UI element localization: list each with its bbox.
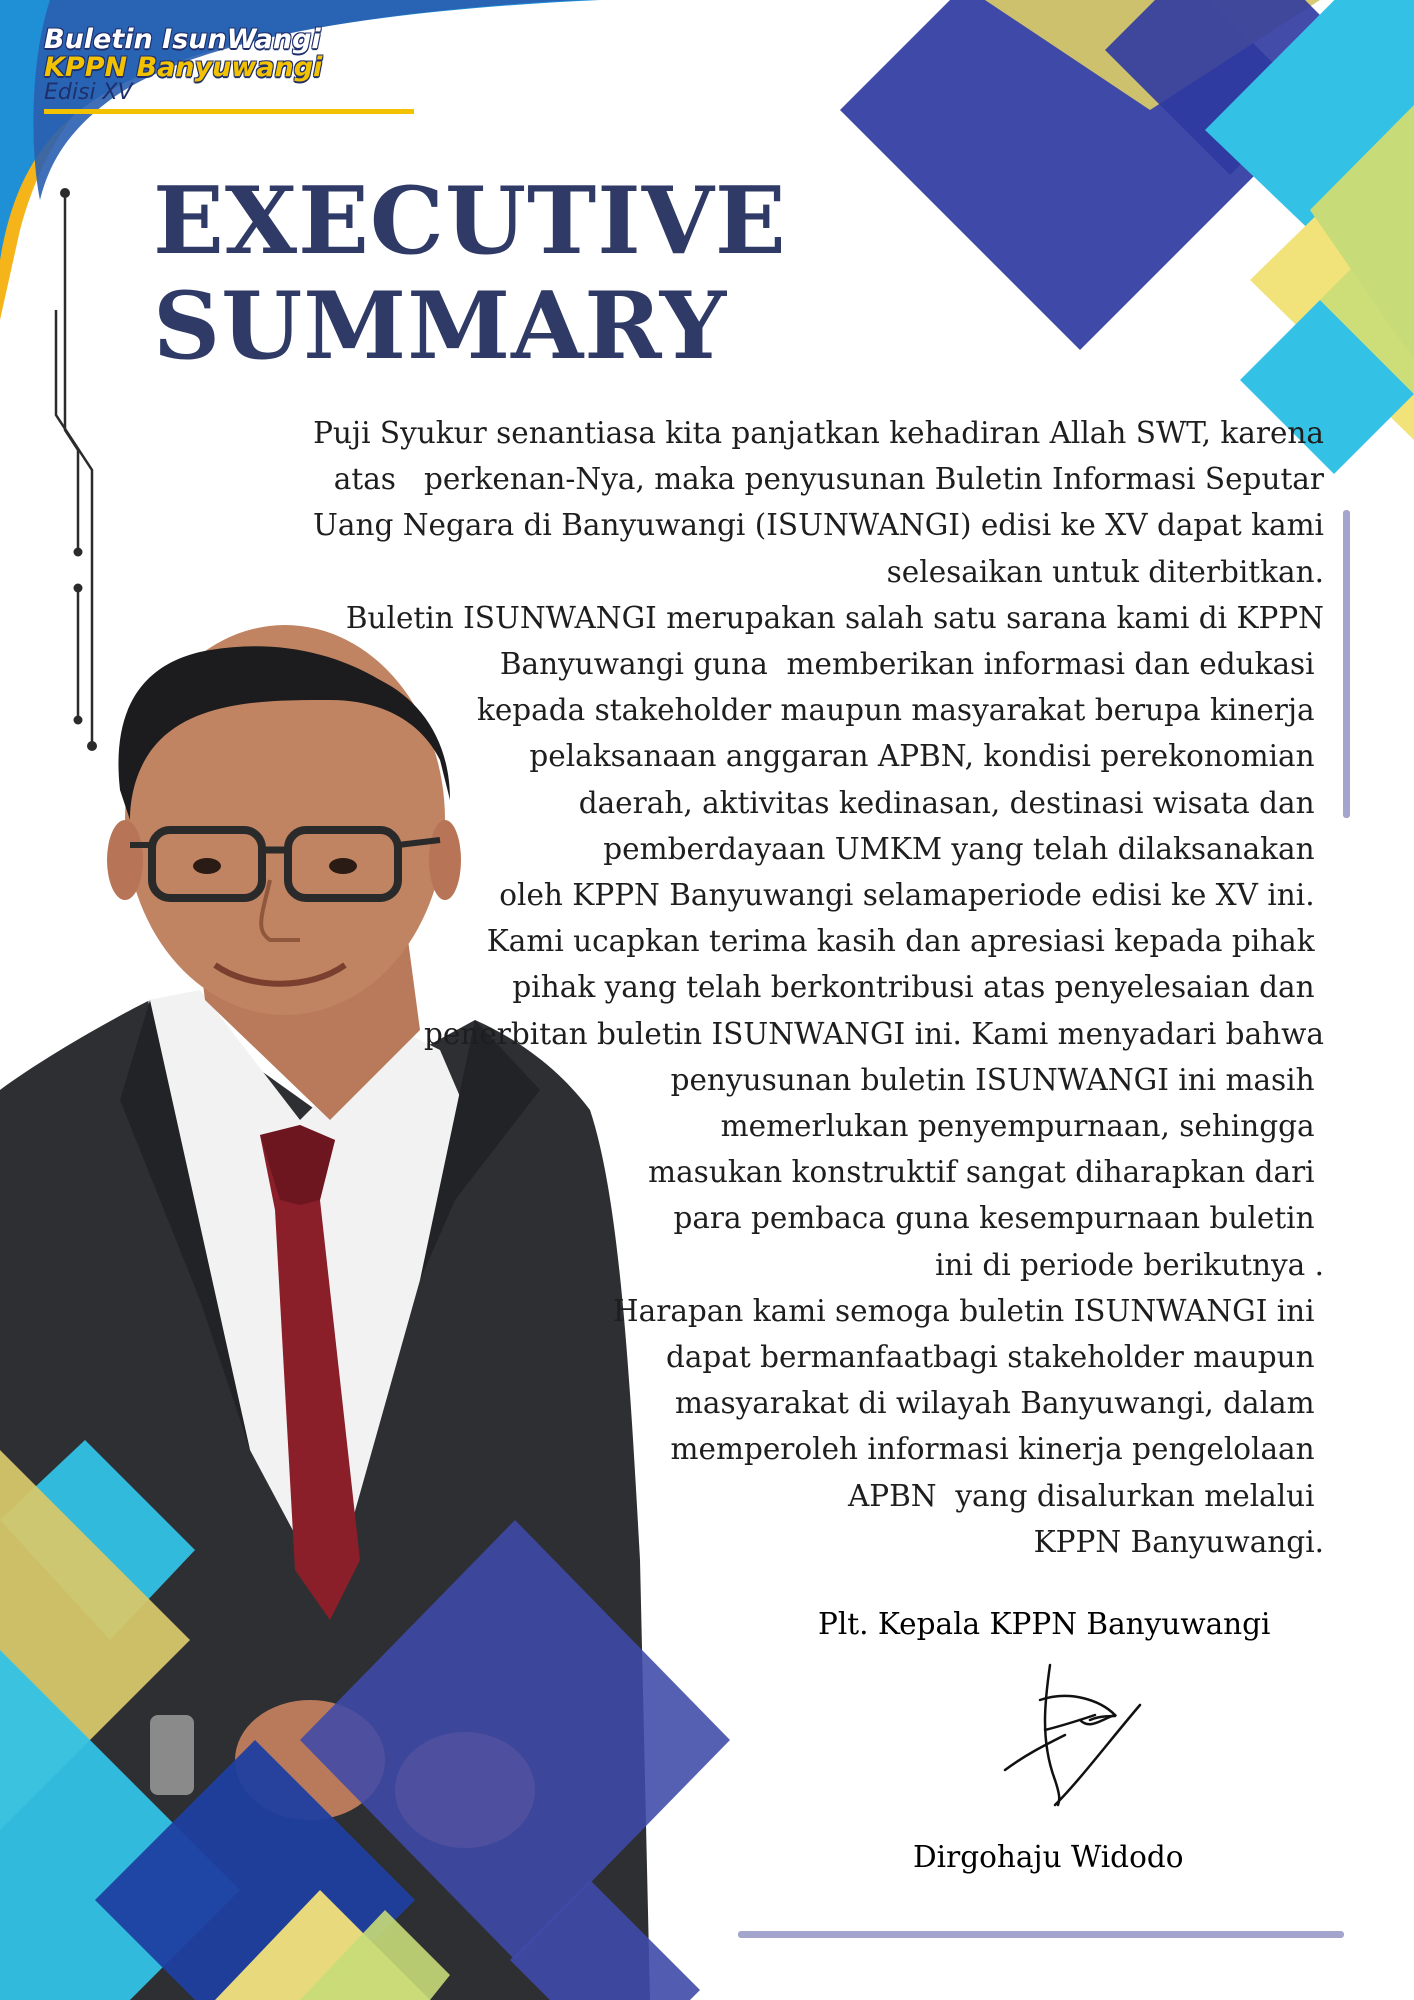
- body-line: pemberdayaan UMKM yang telah dilaksanakan: [603, 831, 1324, 866]
- body-line: kepada stakeholder maupun masyarakat berupa kinerja: [476, 693, 1324, 728]
- signer-role: Plt. Kepala KPPN Banyuwangi: [818, 1607, 1271, 1641]
- body-line: para pembaca guna kesempurnaan buletin: [673, 1201, 1324, 1236]
- body-line: daerah, aktivitas kedinasan, destinasi wisata dan: [578, 785, 1324, 820]
- top-right-diamonds: [840, 0, 1414, 474]
- signer-name: Dirgohaju Widodo: [913, 1840, 1184, 1874]
- body-line: Harapan kami semoga buletin ISUNWANGI ini: [612, 1293, 1324, 1328]
- bottom-accent-bar: [738, 1931, 1344, 1938]
- body-line: Uang Negara di Banyuwangi (ISUNWANGI) edisi ke XV dapat kami: [313, 508, 1324, 543]
- body-line: Kami ucapkan terima kasih dan apresiasi kepada pihak: [486, 924, 1324, 959]
- handwritten-signature: [1005, 1665, 1140, 1805]
- brand-underline: [44, 109, 414, 114]
- body-line: dapat bermanfaatbagi stakeholder maupun: [665, 1340, 1324, 1375]
- page-title: [153, 168, 787, 378]
- body-line: atas perkenan-Nya, maka penyusunan Buletin Informasi Seputar: [333, 462, 1324, 497]
- body-line: Banyuwangi guna memberikan informasi dan edukasi: [499, 647, 1324, 682]
- brand-office: KPPN Banyuwangi: [44, 52, 323, 83]
- body-line: Buletin ISUNWANGI merupakan salah satu sarana kami di KPPN: [345, 600, 1324, 635]
- body-line: memperoleh informasi kinerja pengelolaan: [670, 1432, 1324, 1467]
- body-line: Puji Syukur senantiasa kita panjatkan kehadiran Allah SWT, karena: [313, 416, 1324, 450]
- body-line: pihak yang telah berkontribusi atas penyelesaian dan: [512, 970, 1324, 1005]
- body-line: selesaikan untuk diterbitkan.: [886, 554, 1324, 589]
- body-line: APBN yang disalurkan melalui: [847, 1478, 1324, 1513]
- brand-title: Buletin IsunWangi: [44, 24, 321, 55]
- brand-edition: Edisi XV: [44, 80, 133, 105]
- summary-body: [230, 410, 1324, 1565]
- page-title-line-2: SUMMARY: [153, 271, 728, 380]
- circuit-lines: [56, 195, 92, 745]
- bulletin-brand: [44, 26, 322, 104]
- body-line: oleh KPPN Banyuwangi selamaperiode edisi ke XV ini.: [499, 878, 1324, 913]
- body-line: ini di periode berikutnya .: [935, 1247, 1324, 1282]
- body-line: penyusunan buletin ISUNWANGI ini masih: [670, 1062, 1324, 1097]
- body-line: masukan konstruktif sangat diharapkan dari: [648, 1155, 1324, 1190]
- body-line: masyarakat di wilayah Banyuwangi, dalam: [674, 1386, 1324, 1421]
- right-accent-bar: [1343, 510, 1350, 818]
- body-line: KPPN Banyuwangi.: [1033, 1524, 1324, 1559]
- body-line: penerbitan buletin ISUNWANGI ini. Kami menyadari bahwa: [424, 1016, 1324, 1051]
- body-line: pelaksanaan anggaran APBN, kondisi perekonomian: [529, 739, 1324, 774]
- body-line: memerlukan penyempurnaan, sehingga: [720, 1109, 1324, 1144]
- page-title-line-1: EXECUTIVE: [153, 166, 787, 275]
